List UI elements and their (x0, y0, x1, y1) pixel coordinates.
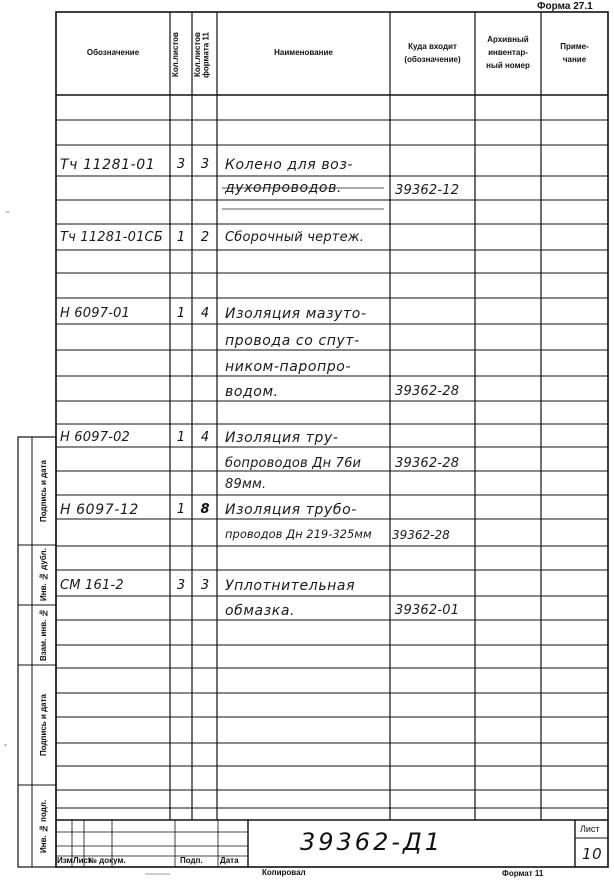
row-2-designation: Тч 11281-01СБ (60, 230, 163, 245)
header-note: Приме- чание (560, 41, 589, 64)
row-3-name-line-2: провода со спут- (225, 333, 360, 349)
footer-format: Формат 11 (502, 869, 544, 878)
row-4-sheets: 1 (176, 430, 186, 445)
row-3-name-line-4: водом. (225, 384, 279, 400)
row-2-sheets: 1 (176, 230, 186, 245)
side-label-signature-date-2: Подпись и дата (39, 694, 48, 756)
footer-date: Дата (220, 856, 239, 865)
footer-izm: Изм (57, 856, 73, 865)
row-4-where-used: 39362-28 (395, 456, 460, 471)
row-1-where-used: 39362-12 (395, 183, 460, 198)
row-1-name-line-1: Колено для воз- (225, 157, 354, 173)
footer-sign: Подп. (180, 856, 203, 865)
row-2-name-line-1: Сборочный чертеж. (225, 230, 365, 245)
header-sheets-format: Кол.листов формата 11 (193, 32, 211, 78)
sheet-number: 10 (582, 845, 603, 863)
document-number: 39362-Д1 (300, 828, 444, 856)
row-6-sheets: 3 (176, 578, 186, 593)
header-designation: Обозначение (86, 48, 140, 58)
row-4-designation: Н 6097-02 (60, 430, 131, 445)
row-1-format: 3 (200, 157, 210, 172)
row-3-designation: Н 6097-01 (60, 306, 131, 321)
header-sheets: Кол.листов (171, 32, 180, 78)
row-3-where-used: 39362-28 (395, 384, 460, 399)
side-label-vzam-inv: Взам. инв. № (39, 608, 48, 662)
row-6-designation: СМ 161-2 (60, 578, 124, 593)
row-3-name-line-1: Изоляция мазуто- (225, 306, 367, 322)
header-name: Наименование (274, 48, 333, 58)
side-label-inv-dubl: Инв. № дубл. (39, 548, 48, 602)
row-6-where-used: 39362-01 (395, 603, 460, 618)
sheet-label: Лист (580, 824, 600, 834)
row-6-name-line-2: обмазка. (225, 603, 296, 619)
row-1-sheets: 3 (176, 157, 186, 172)
row-4-format: 4 (200, 430, 210, 445)
row-4-name-line-1: Изоляция тру- (225, 430, 339, 446)
form-label: Форма 27.1 (537, 1, 593, 12)
row-3-format: 4 (200, 306, 210, 321)
row-5-where-used: 39362-28 (392, 528, 450, 542)
row-5-name-line-1: Изоляция трубо- (225, 502, 357, 518)
row-6-name-line-1: Уплотнительная (225, 578, 356, 594)
row-1-designation: Тч 11281-01 (60, 157, 156, 173)
header-archive: Архивный инвентар- ный номер (486, 35, 530, 70)
side-label-signature-date-1: Подпись и дата (39, 460, 48, 522)
footer-copied: Копировал (262, 868, 306, 877)
row-5-sheets: 1 (176, 502, 186, 517)
row-2-format: 2 (200, 230, 210, 245)
side-label-inv-podl: Инв. № подл. (39, 799, 48, 853)
row-6-format: 3 (200, 578, 210, 593)
row-4-name-line-2: бопроводов Дн 76и (225, 456, 362, 471)
footer-list: Лист (73, 856, 92, 865)
footer-doc: № докум. (88, 856, 126, 865)
row-4-name-line-3: 89мм. (225, 477, 267, 492)
header-where-used: Куда входит (обозначение) (404, 41, 461, 64)
row-5-name-line-2: проводов Дн 219-325мм (225, 527, 372, 541)
row-5-designation: Н 6097-12 (60, 502, 139, 518)
row-3-sheets: 1 (176, 306, 186, 321)
row-1-name-line-2: духопроводов. (225, 180, 342, 196)
row-5-format: 8 (200, 502, 210, 517)
row-3-name-line-3: ником-паропро- (225, 359, 352, 375)
